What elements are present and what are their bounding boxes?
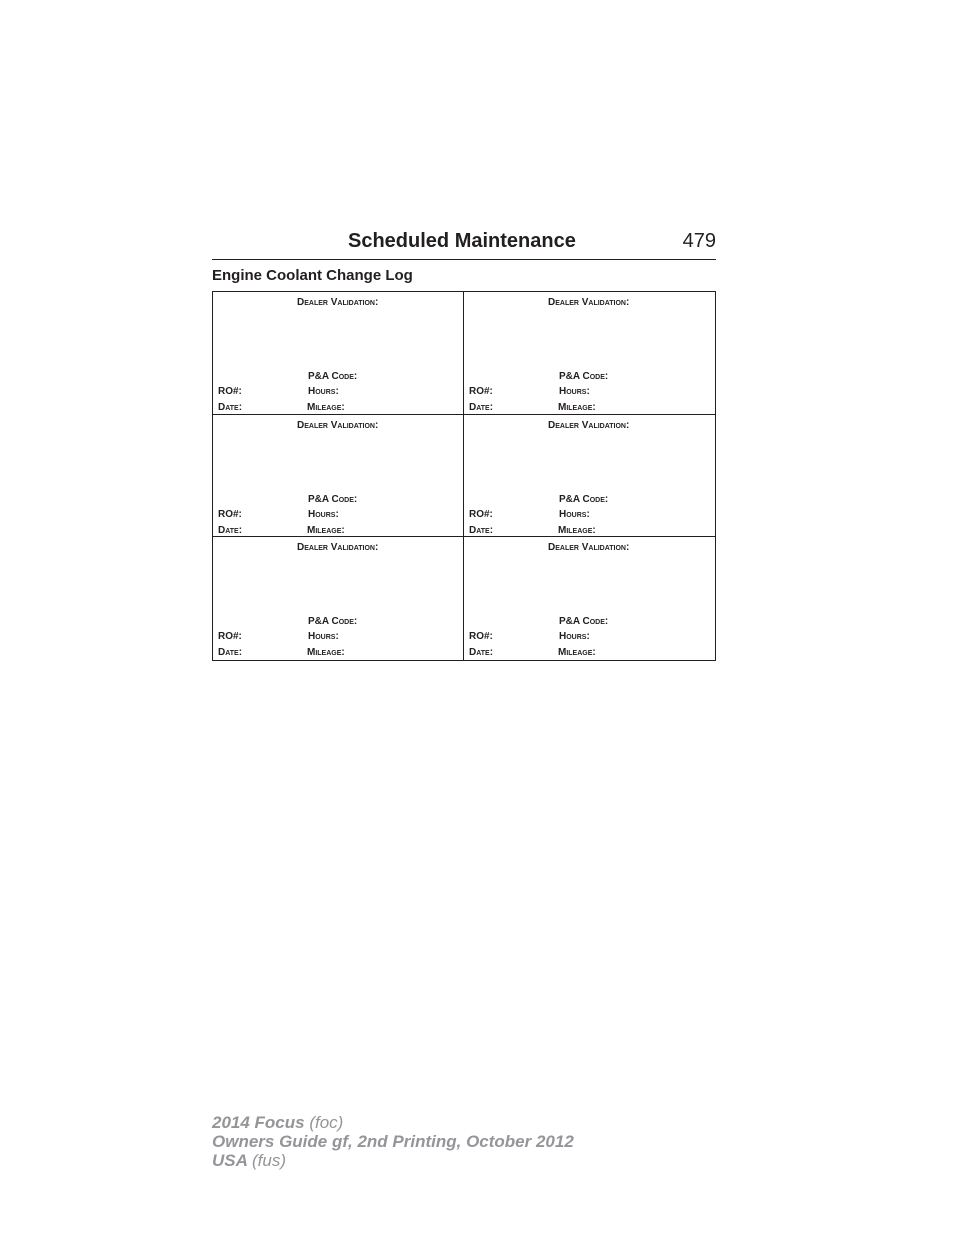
log-entry-cell bbox=[213, 415, 464, 538]
dealer-validation-label: Dealer Validation: bbox=[297, 297, 379, 308]
pa-code-label: P&A Code: bbox=[308, 493, 358, 505]
date-label: Date: bbox=[218, 402, 243, 413]
dealer-validation-label: Dealer Validation: bbox=[548, 419, 630, 431]
hours-label: Hours: bbox=[308, 631, 339, 643]
log-entry-cell bbox=[213, 537, 464, 660]
mileage-label: Mileage: bbox=[307, 402, 345, 413]
date-label: Date: bbox=[469, 524, 494, 536]
mileage-label: Mileage: bbox=[558, 647, 596, 659]
dealer-validation-label: Dealer Validation: bbox=[548, 542, 630, 554]
pa-code-label: P&A Code: bbox=[559, 616, 609, 628]
chapter-title: Scheduled Maintenance bbox=[348, 230, 576, 252]
pa-code-label: P&A Code: bbox=[559, 371, 609, 382]
footer-region-line bbox=[212, 1151, 574, 1170]
page-header bbox=[212, 229, 716, 260]
hours-label: Hours: bbox=[559, 631, 590, 643]
page-number: 479 bbox=[682, 230, 716, 252]
ro-number-label: RO#: bbox=[469, 386, 493, 397]
hours-label: Hours: bbox=[308, 386, 339, 397]
footer-region: USA bbox=[212, 1151, 248, 1170]
log-entry-cell bbox=[464, 292, 715, 415]
coolant-change-log-table bbox=[212, 291, 716, 661]
ro-number-label: RO#: bbox=[469, 508, 493, 520]
footer-guide-line: Owners Guide gf, 2nd Printing, October 2012 bbox=[212, 1132, 574, 1151]
pa-code-label: P&A Code: bbox=[308, 371, 358, 382]
dealer-validation-label: Dealer Validation: bbox=[297, 542, 379, 554]
ro-number-label: RO#: bbox=[218, 631, 242, 643]
section-title: Engine Coolant Change Log bbox=[212, 267, 413, 284]
hours-label: Hours: bbox=[559, 386, 590, 397]
hours-label: Hours: bbox=[559, 508, 590, 520]
mileage-label: Mileage: bbox=[558, 402, 596, 413]
page-footer bbox=[212, 1113, 574, 1170]
mileage-label: Mileage: bbox=[307, 647, 345, 659]
footer-region-code: (fus) bbox=[252, 1151, 286, 1170]
pa-code-label: P&A Code: bbox=[559, 493, 609, 505]
ro-number-label: RO#: bbox=[218, 508, 242, 520]
footer-model-code: (foc) bbox=[309, 1113, 344, 1132]
dealer-validation-label: Dealer Validation: bbox=[297, 419, 379, 431]
mileage-label: Mileage: bbox=[307, 524, 345, 536]
date-label: Date: bbox=[218, 647, 243, 659]
date-label: Date: bbox=[218, 524, 243, 536]
log-entry-cell bbox=[464, 415, 715, 538]
footer-model-line bbox=[212, 1113, 574, 1132]
log-entry-cell bbox=[464, 537, 715, 660]
hours-label: Hours: bbox=[308, 508, 339, 520]
pa-code-label: P&A Code: bbox=[308, 616, 358, 628]
footer-model: 2014 Focus bbox=[212, 1113, 305, 1132]
ro-number-label: RO#: bbox=[218, 386, 242, 397]
mileage-label: Mileage: bbox=[558, 524, 596, 536]
date-label: Date: bbox=[469, 402, 494, 413]
log-entry-cell bbox=[213, 292, 464, 415]
dealer-validation-label: Dealer Validation: bbox=[548, 297, 630, 308]
date-label: Date: bbox=[469, 647, 494, 659]
ro-number-label: RO#: bbox=[469, 631, 493, 643]
